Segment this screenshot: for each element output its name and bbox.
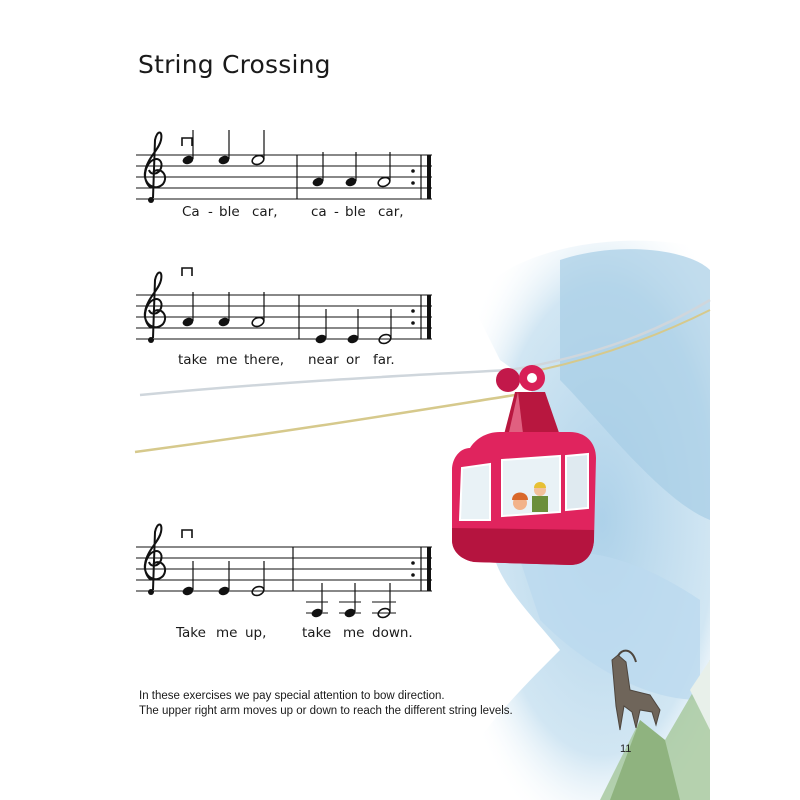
lyric-syllable: take: [302, 625, 332, 641]
lyric-syllable: me: [216, 625, 238, 641]
instruction-line: The upper right arm moves up or down to reach the different string levels.: [139, 705, 513, 717]
lyric-syllable: Take: [176, 625, 206, 641]
treble-clef-icon: [145, 273, 165, 344]
treble-clef-icon: [145, 525, 165, 596]
staff-line-3: [136, 525, 432, 619]
lyric-syllable: me: [216, 352, 238, 368]
treble-clef-icon: [145, 133, 165, 204]
lyric-syllable: car,: [378, 204, 404, 220]
down-bow-icon: [182, 530, 192, 538]
lyric-syllable: up,: [245, 625, 267, 641]
staff-line-1: [136, 130, 432, 203]
lyric-syllable: down.: [372, 625, 413, 641]
lyric-syllable: take: [178, 352, 208, 368]
lyric-syllable: ble: [219, 204, 240, 220]
lyric-hyphen: -: [208, 204, 213, 220]
page-number: 11: [620, 743, 632, 755]
lyric-syllable: far.: [373, 352, 395, 368]
down-bow-icon: [182, 138, 192, 146]
lyric-syllable: or: [346, 352, 360, 368]
lyric-syllable: there,: [244, 352, 285, 368]
lyric-syllable: ca: [311, 204, 327, 220]
instruction-line: In these exercises we pay special attention to bow direction.: [139, 690, 445, 702]
lyric-hyphen: -: [334, 204, 339, 220]
lyric-syllable: car,: [252, 204, 278, 220]
down-bow-icon: [182, 268, 192, 276]
lyric-syllable: near: [308, 352, 339, 368]
staff-line-2: [136, 268, 432, 345]
lyric-syllable: me: [343, 625, 365, 641]
page-title: String Crossing: [138, 50, 331, 79]
lyric-syllable: Ca: [182, 204, 200, 220]
lyric-syllable: ble: [345, 204, 366, 220]
